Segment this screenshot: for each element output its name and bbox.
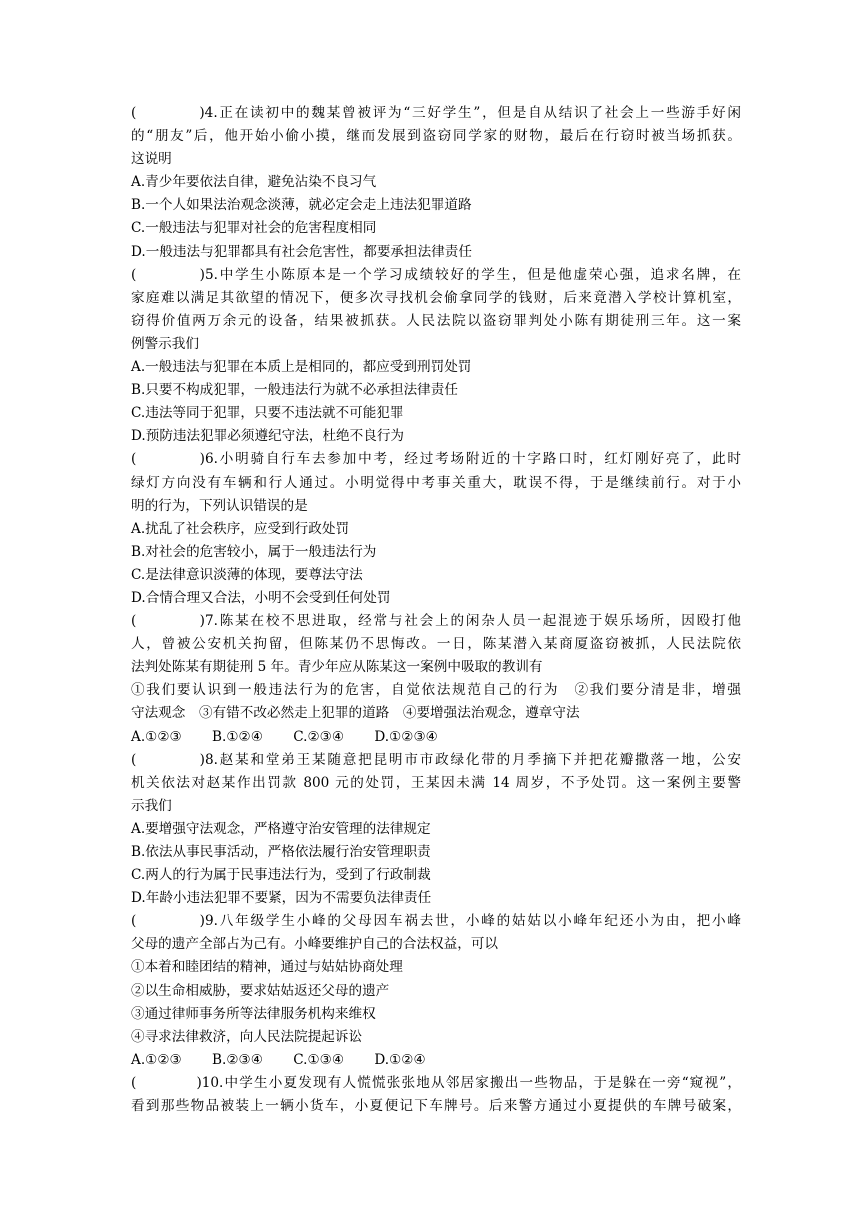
- question-9-line-4: ②以生命相威胁，要求姑姑返还父母的遗产: [131, 982, 390, 999]
- question-4: [131, 102, 741, 264]
- question-10-line-2: 看到那些物品被装上一辆小货车，小夏便记下车牌号。后来警方通过小夏提供的车牌号破案，: [131, 1098, 741, 1115]
- question-9-choice-a: A.①②③: [131, 1051, 182, 1068]
- question-4-option-c: C.一般违法与犯罪对社会的危害程度相同: [131, 220, 377, 237]
- question-7: [131, 610, 741, 749]
- question-7-choice-c: C.②③④: [293, 728, 345, 745]
- question-5-option-d: D.预防违法犯罪必须遵纪守法，杜绝不良行为: [131, 428, 405, 445]
- question-8-line-2: 机关依法对赵某作出罚款 800 元的处罚，王某因未满 14 周岁，不予处罚。这一案例主要警: [131, 774, 741, 791]
- question-9-choice-d: D.①②④: [374, 1051, 426, 1068]
- question-5-option-c: C.违法等同于犯罪，只要不违法就不可能犯罪: [131, 405, 404, 422]
- question-9-line-2: 父母的遗产全部占为己有。小峰要维护自己的合法权益，可以: [131, 936, 499, 953]
- question-8-option-a: A.要增强守法观念，严格遵守治安管理的法律规定: [131, 820, 431, 837]
- question-9-line-6: ④寻求法律救济，向人民法院提起诉讼: [131, 1028, 363, 1045]
- question-7-line-1: ( )7.陈某在校不思进取，经常与社会上的闲杂人员一起混迹于娱乐场所，因殴打他: [131, 613, 741, 630]
- question-6-option-b: B.对社会的危害较小，属于一般违法行为: [131, 543, 377, 560]
- question-5-line-4: 例警示我们: [131, 335, 199, 352]
- question-6-option-a: A.扰乱了社会秩序，应受到行政处罚: [131, 520, 350, 537]
- question-9-line-5: ③通过律师事务所等法律服务机构来维权: [131, 1005, 376, 1022]
- question-4-option-a: A.青少年要依法自律，避免沾染不良习气: [131, 174, 377, 191]
- question-4-option-b: B.一个人如果法治观念淡薄，就必定会走上违法犯罪道路: [131, 197, 472, 214]
- question-10: [131, 1072, 741, 1118]
- question-5-option-a: A.一般违法与犯罪在本质上是相同的，都应受到刑罚处罚: [131, 359, 472, 376]
- question-7-choice-d: D.①②③④: [374, 728, 438, 745]
- question-4-line-2: 的“朋友”后，他开始小偷小摸，继而发展到盗窃同学家的财物，最后在行窃时被当场抓获。: [131, 128, 741, 145]
- exam-page: [131, 102, 741, 1118]
- question-4-line-1: ( )4.正在读初中的魏某曾被评为“三好学生”，但是自从结识了社会上一些游手好闲: [131, 105, 741, 121]
- question-5-line-1: ( )5.中学生小陈原本是一个学习成绩较好的学生，但是他虚荣心强，追求名牌，在: [131, 266, 741, 283]
- question-8-line-1: ( )8.赵某和堂弟王某随意把昆明市市政绿化带的月季摘下并把花瓣撒落一地，公安: [131, 751, 741, 768]
- question-7-line-4: ①我们要认识到一般违法行为的危害，自觉依法规范自己的行为 ②我们要分清是非，增强: [131, 682, 741, 699]
- question-4-option-d: D.一般违法与犯罪都具有社会危害性，都要承担法律责任: [131, 243, 472, 260]
- question-9-line-1: ( )9.八年级学生小峰的父母因车祸去世，小峰的姑姑以小峰年纪还小为由，把小峰: [131, 913, 741, 930]
- question-8-option-b: B.依法从事民事活动，严格依法履行治安管理职责: [131, 844, 431, 860]
- question-6-line-2: 绿灯方向没有车辆和行人通过。小明觉得中考事关重大，耽误不得，于是继续前行。对于小: [131, 474, 741, 491]
- question-5-option-b: B.只要不构成犯罪，一般违法行为就不必承担法律责任: [131, 382, 458, 399]
- question-8: [131, 749, 741, 911]
- question-7-line-3: 法判处陈某有期徒刑 5 年。青少年应从陈某这一案例中吸取的教训有: [131, 659, 543, 676]
- question-9-line-3: ①本着和睦团结的精神，通过与姑姑协商处理: [131, 959, 403, 976]
- question-5-line-2: 家庭难以满足其欲望的情况下，便多次寻找机会偷拿同学的钱财，后来竟潜入学校计算机室，: [131, 289, 741, 306]
- question-7-choices: [131, 726, 741, 749]
- question-7-choice-a: A.①②③: [131, 728, 182, 745]
- question-7-line-5: 守法观念 ③有错不改必然走上犯罪的道路 ④要增强法治观念，遵章守法: [131, 705, 580, 722]
- question-9-choice-b: B.②③④: [212, 1051, 263, 1068]
- question-9-choices: [131, 1049, 741, 1072]
- question-5: [131, 264, 741, 449]
- question-6-line-1: ( )6.小明骑自行车去参加中考，经过考场附近的十字路口时，红灯刚好亮了，此时: [131, 451, 741, 468]
- question-4-line-3: 这说明: [131, 151, 172, 168]
- question-9-choice-c: C.①③④: [293, 1051, 345, 1068]
- question-10-line-1: ( )10.中学生小夏发现有人慌慌张张地从邻居家搬出一些物品，于是躲在一旁“窥视”，: [131, 1074, 741, 1091]
- question-6-option-c: C.是法律意识淡薄的体现，要尊法守法: [131, 566, 363, 583]
- question-8-option-d: D.年龄小违法犯罪不要紧，因为不需要负法律责任: [131, 890, 432, 907]
- question-6: [131, 448, 741, 610]
- question-9: [131, 910, 741, 1072]
- question-7-line-2: 人，曾被公安机关拘留，但陈某仍不思悔改。一日，陈某潜入某商厦盗窃被抓，人民法院依: [131, 636, 741, 653]
- question-8-option-c: C.两人的行为属于民事违法行为，受到了行政制裁: [131, 867, 431, 884]
- question-6-option-d: D.合情合理又合法，小明不会受到任何处罚: [131, 589, 391, 606]
- question-8-line-3: 示我们: [131, 797, 172, 814]
- question-5-line-3: 窃得价值两万余元的设备，结果被抓获。人民法院以盗窃罪判处小陈有期徒刑三年。这一案: [131, 312, 741, 329]
- question-6-line-3: 明的行为，下列认识错误的是: [131, 497, 308, 514]
- question-7-choice-b: B.①②④: [212, 728, 263, 745]
